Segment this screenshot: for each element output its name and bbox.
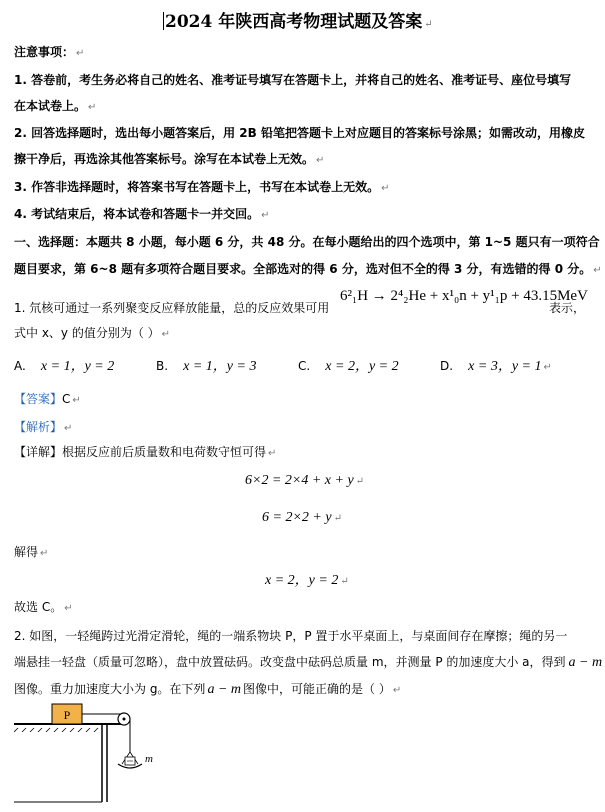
text-cursor <box>163 12 164 30</box>
section-heading-line-2: 题目要求，第 6~8 题有多项符合题目要求。全部选对的得 6 分，选对但不全的得 3 分，有选错的得 0 分。 ↵ <box>14 262 602 276</box>
section-heading-line-1: 一、选择题：本题共 8 小题，每小题 6 分，共 48 分。在每小题给出的四个选项中，第 1~5 题只有一项符合 <box>14 235 600 249</box>
question-2-line-2: 端悬挂一轻盘（质量可忽略），盘中放置砝码。改变盘中砝码总质量 m，并测量 P 的加速度大小 a，得到 a − m <box>14 655 603 670</box>
question-2-line-3: 图像。重力加速度大小为 g。在下列 a − m 图像中，可能正确的是（ ） ↵ <box>14 682 402 697</box>
option-value: x = 1，y = 2 <box>40 359 115 374</box>
solve-label: 解得 ↵ <box>14 545 49 559</box>
question-1-equation: 6²₁H → 2⁴₂He + x¹₀n + y¹₁p + 43.15MeV <box>340 288 588 304</box>
option-a[interactable] <box>14 355 114 375</box>
pulley-apparatus-figure <box>14 702 164 807</box>
notice-3: 3. 作答非选择题时，将答案书写在答题卡上，书写在本试卷上无效。 ↵ <box>14 180 390 194</box>
option-c[interactable] <box>298 355 399 375</box>
answer-line: 【答案】C ↵ <box>14 392 81 406</box>
conclusion: 故选 C。 ↵ <box>14 600 73 614</box>
pulley-axle <box>123 718 126 721</box>
option-b[interactable] <box>156 355 256 375</box>
option-value: x = 1，y = 3 <box>183 359 257 374</box>
notice-1-line-2: 在本试卷上。 ↵ <box>14 99 97 113</box>
option-d[interactable]: D. x = 3，y = 1 ↵ <box>440 359 552 374</box>
question-1-text: 1. 氘核可通过一系列聚变反应释放能量，总的反应效果可用 <box>14 301 330 315</box>
question-1-text-2: 式中 x、y 的值分别为（ ） ↵ <box>14 326 171 340</box>
notice-4: 4. 考试结束后，将本试卷和答题卡一并交回。 ↵ <box>14 207 270 221</box>
equation-2: 6 = 2×2 + y ↵ <box>262 510 342 525</box>
equation-1: 6×2 = 2×4 + x + y ↵ <box>245 473 365 488</box>
detail-text: 根据反应前后质量数和电荷数守恒可得 <box>62 445 267 459</box>
table-hatching <box>14 728 98 732</box>
detail-line: 【详解】根据反应前后质量数和电荷数守恒可得 ↵ <box>14 445 277 459</box>
option-value: x = 2，y = 2 <box>325 359 399 374</box>
option-letter: C. <box>298 359 311 373</box>
detail-label: 【详解】 <box>14 445 63 459</box>
equation-3: x = 2，y = 2 ↵ <box>265 573 349 588</box>
answer-value: C <box>62 392 71 406</box>
notice-1-line-1: 1. 答卷前，考生务必将自己的姓名、准考证号填写在答题卡上，并将自己的姓名、准考证号、座位号填写 <box>14 73 572 87</box>
option-letter: D. <box>440 359 454 373</box>
page-title: 2024 年陕西高考物理试题及答案 ↵ <box>165 12 433 32</box>
notice-2-line-2: 擦干净后，再选涂其他答案标号。涂写在本试卷上无效。 ↵ <box>14 152 325 166</box>
question-2-line-1: 2. 如图，一轻绳跨过光滑定滑轮，绳的一端系物块 P，P 置于水平桌面上，与桌面间存在摩擦；绳的另一 <box>14 629 568 643</box>
analysis-label: 【解析】 ↵ <box>14 420 73 434</box>
notice-2-line-1: 2. 回答选择题时，选出每小题答案后，用 2B 铅笔把答题卡上对应题目的答案标号涂黑；如需改动，用橡皮 <box>14 126 585 140</box>
mass-label: m <box>145 753 153 765</box>
question-1-text-tail: 表示， <box>549 301 586 315</box>
block-p-label: P <box>63 708 71 722</box>
option-letter: B. <box>156 359 169 373</box>
answer-label: 【答案】 <box>14 392 63 406</box>
notice-heading: 注意事项： ↵ <box>14 45 85 59</box>
option-value: x = 3，y = 1 <box>468 359 542 374</box>
option-letter: A. <box>14 359 26 373</box>
